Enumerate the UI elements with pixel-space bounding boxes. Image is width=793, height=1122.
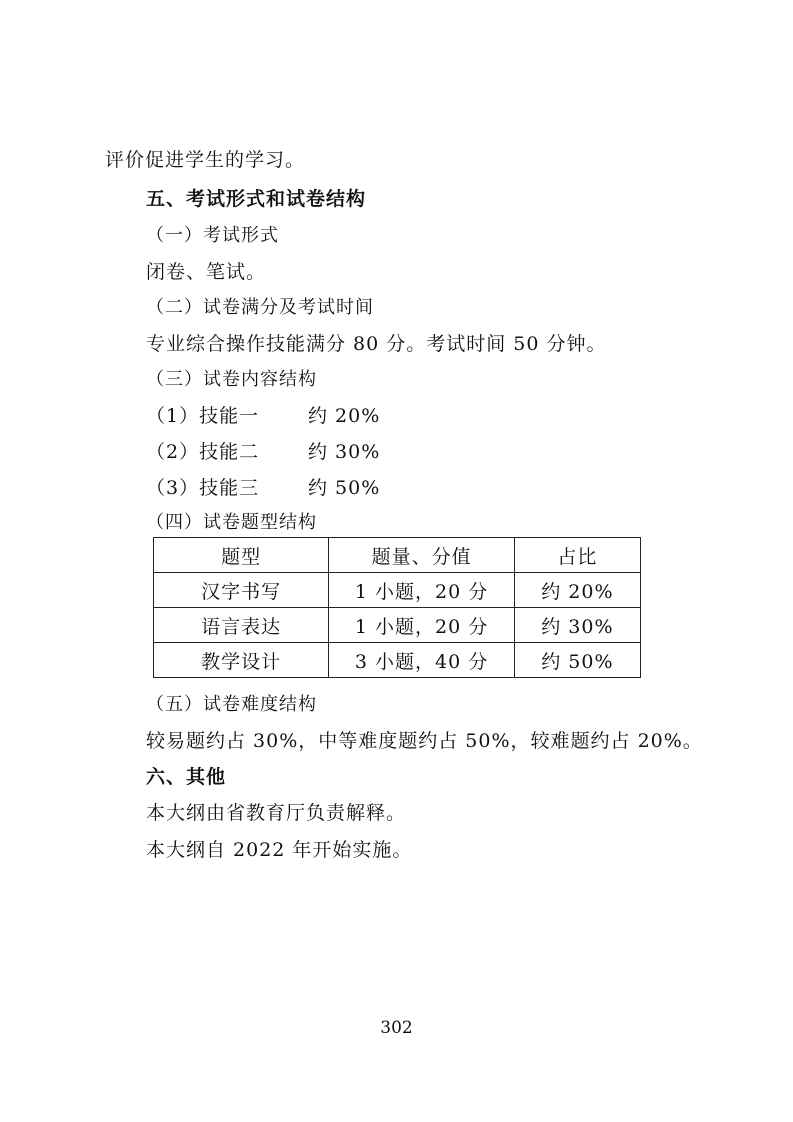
subheading-exam-format: （一）考试形式 (146, 225, 279, 246)
table-header-cell: 题型 (154, 538, 329, 573)
skill-item (146, 403, 446, 429)
skill-item (146, 439, 446, 465)
table-cell: 约 20% (514, 573, 640, 608)
subheading-question-types: （四）试卷题型结构 (146, 512, 317, 533)
table-cell: 语言表达 (154, 608, 329, 643)
table-cell: 1 小题，20 分 (329, 573, 514, 608)
skill-label: （3）技能三 (146, 477, 260, 499)
section-heading-5: 五、考试形式和试卷结构 (146, 188, 367, 210)
table-header-cell: 题量、分值 (329, 538, 514, 573)
table-header-row (154, 538, 641, 573)
subheading-difficulty: （五）试卷难度结构 (146, 694, 317, 715)
skill-item (146, 475, 446, 501)
table-cell: 汉字书写 (154, 573, 329, 608)
table-header-cell: 占比 (514, 538, 640, 573)
skill-value: 约 30% (308, 441, 381, 463)
table-row (154, 608, 641, 643)
skill-value: 约 50% (308, 477, 381, 499)
question-type-table (153, 537, 641, 678)
page-number: 302 (380, 1018, 413, 1038)
table-cell: 1 小题，20 分 (329, 608, 514, 643)
other-text-2: 本大纲自 2022 年开始实施。 (146, 839, 413, 861)
table-cell: 约 30% (514, 608, 640, 643)
exam-format-text: 闭卷、笔试。 (146, 261, 267, 283)
table-cell: 约 50% (514, 643, 640, 678)
table-cell: 3 小题，40 分 (329, 643, 514, 678)
skill-label: （2）技能二 (146, 441, 260, 463)
score-time-text: 专业综合操作技能满分 80 分。考试时间 50 分钟。 (146, 333, 607, 355)
paragraph-continuation: 评价促进学生的学习。 (105, 149, 306, 171)
section-heading-6: 六、其他 (146, 766, 227, 788)
subheading-score-time: （二）试卷满分及考试时间 (146, 297, 374, 318)
difficulty-text: 较易题约占 30%，中等难度题约占 50%，较难题约占 20%。 (146, 730, 703, 752)
subheading-content-structure: （三）试卷内容结构 (146, 369, 317, 390)
other-text-1: 本大纲由省教育厅负责解释。 (146, 802, 407, 824)
table-row (154, 573, 641, 608)
table-cell: 教学设计 (154, 643, 329, 678)
table-row (154, 643, 641, 678)
skill-label: （1）技能一 (146, 405, 260, 427)
skill-value: 约 20% (308, 405, 381, 427)
